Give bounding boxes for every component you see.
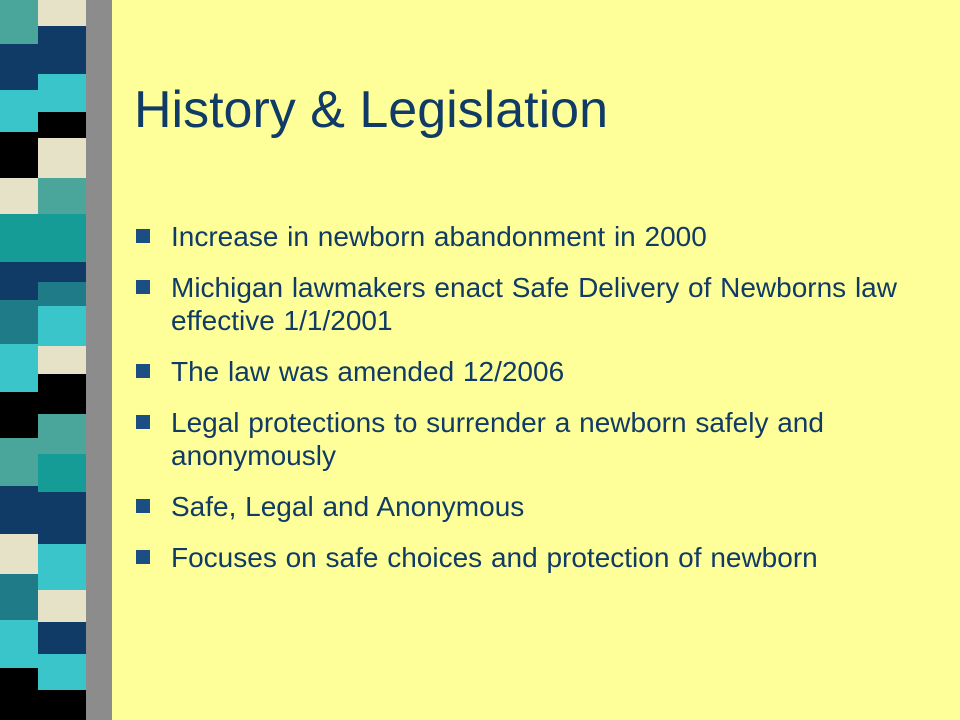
bullet-text: Michigan lawmakers enact Safe Delivery of Newborns law effective 1/1/2001 xyxy=(171,272,897,336)
decorative-strip-middle xyxy=(38,0,86,720)
square-bullet-icon xyxy=(136,499,150,513)
bullet-text: Legal protections to surrender a newborn safely and anonymously xyxy=(171,407,824,471)
square-bullet-icon xyxy=(136,229,150,243)
bullet-item xyxy=(136,541,926,574)
decorative-left-band xyxy=(0,0,112,720)
bullet-text: The law was amended 12/2006 xyxy=(171,356,565,387)
bullet-item xyxy=(136,271,926,337)
square-bullet-icon xyxy=(136,415,150,429)
bullet-item xyxy=(136,490,926,523)
square-bullet-icon xyxy=(136,280,150,294)
square-bullet-icon xyxy=(136,550,150,564)
bullet-item xyxy=(136,355,926,388)
bullet-text: Safe, Legal and Anonymous xyxy=(171,491,525,522)
bullet-list xyxy=(136,220,926,592)
square-bullet-icon xyxy=(136,364,150,378)
bullet-text: Focuses on safe choices and protection of newborn xyxy=(171,542,818,573)
slide-title: History & Legislation xyxy=(134,81,608,139)
bullet-text: Increase in newborn abandonment in 2000 xyxy=(171,221,707,252)
bullet-item xyxy=(136,220,926,253)
decorative-strip-left xyxy=(0,0,38,720)
bullet-item xyxy=(136,406,926,472)
decorative-gray-bar xyxy=(86,0,112,720)
